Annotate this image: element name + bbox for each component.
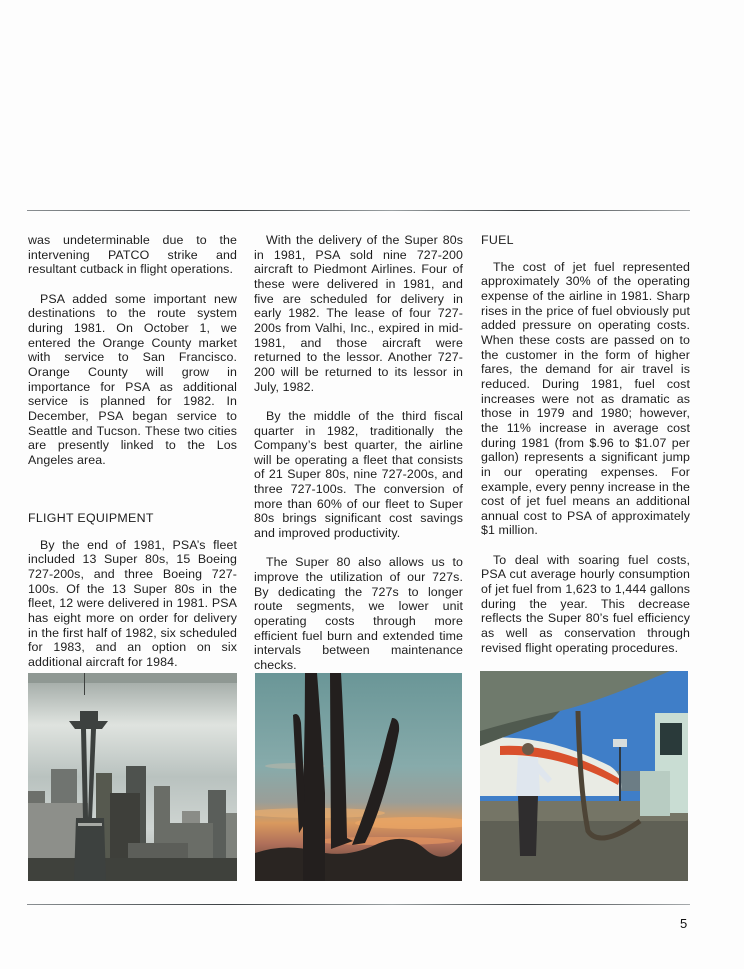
seattle-skyline-photo xyxy=(28,673,237,881)
text-column-1 xyxy=(28,233,237,684)
tucson-saguaro-photo xyxy=(255,673,462,881)
paragraph: With the delivery of the Super 80s in 1981, PSA sold nine 727-200 aircraft to Piedmont Airlines. Four of these were delivered in 1981, and five are scheduled for delivery in early 1982. The lease of four 727-200s from Valhi, Inc., expired in mid-1981, and those aircraft were returned to the lessor. Another 727-200 will be returned to its lessor in July, 1982. xyxy=(254,233,463,394)
paragraph: By the end of 1981, PSA’s fleet included 13 Super 80s, 15 Boeing 727-200s, and three Boeing 727-100s. Of the 13 Super 80s in the fleet, 12 were delivered in 1981. PSA has eight more on order for delivery in the first half of 1982, six scheduled for 1983, and an option on six additional aircraft for 1984. xyxy=(28,537,237,670)
paragraph: PSA added some important new destinations to the route system during 1981. On October 1, we entered the Orange County market with service to San Francisco. Orange County will grow in importance for PSA as additional service is planned for 1982. In December, PSA began service to Seattle and Tucson. These two cities are presently linked to the Los Angeles area. xyxy=(28,291,237,467)
page-number: 5 xyxy=(680,916,688,931)
text-column-2 xyxy=(254,233,463,687)
paragraph: The cost of jet fuel represented approximately 30% of the operating expense of the airline in 1981. Sharp rises in the price of fuel obviously put added pressure on operating costs. When these costs are passed on to the customer in the form of higher fares, the demand for air travel is reduced. During 1981, fuel cost increases were not as dramatic as those in 1979 and 1980; however, the 11% increase in average cost during 1981 (from $.96 to $1.07 per gallon) represents a significant jump in our operating expenses. For example, every penny increase in the cost of jet fuel means an additional annual cost to PSA of approximately $1 million. xyxy=(481,259,690,538)
paragraph: By the middle of the third fiscal quarter in 1982, traditionally the Company’s best quarter, the airline will be operating a fleet that consists of 21 Super 80s, nine 727-200s, and three 727-100s. The conversion of more than 60% of our fleet to Super 80s brings significant cost savings and improved productivity. xyxy=(254,408,463,541)
text-column-3 xyxy=(481,233,690,670)
section-heading-flight-equipment: FLIGHT EQUIPMENT xyxy=(28,511,154,526)
bottom-divider-rule xyxy=(27,904,690,905)
paragraph: was undeterminable due to the intervening PATCO strike and resultant cutback in flight operations. xyxy=(28,233,237,277)
paragraph: The Super 80 also allows us to improve the utilization of our 727s. By dedicating the 727s to longer route segments, we lower unit operating costs through more efficient fuel burn and extended time intervals between maintenance checks. xyxy=(254,555,463,672)
section-heading-fuel: FUEL xyxy=(481,233,514,247)
paragraph: To deal with soaring fuel costs, PSA cut average hourly consumption of jet fuel from 1,623 to 1,444 gallons during the year. This decrease reflects the Super 80’s fuel efficiency as well as conservation through revised flight operating procedures. xyxy=(481,552,690,655)
aircraft-fueling-photo xyxy=(480,671,688,881)
top-divider-rule xyxy=(27,210,690,211)
